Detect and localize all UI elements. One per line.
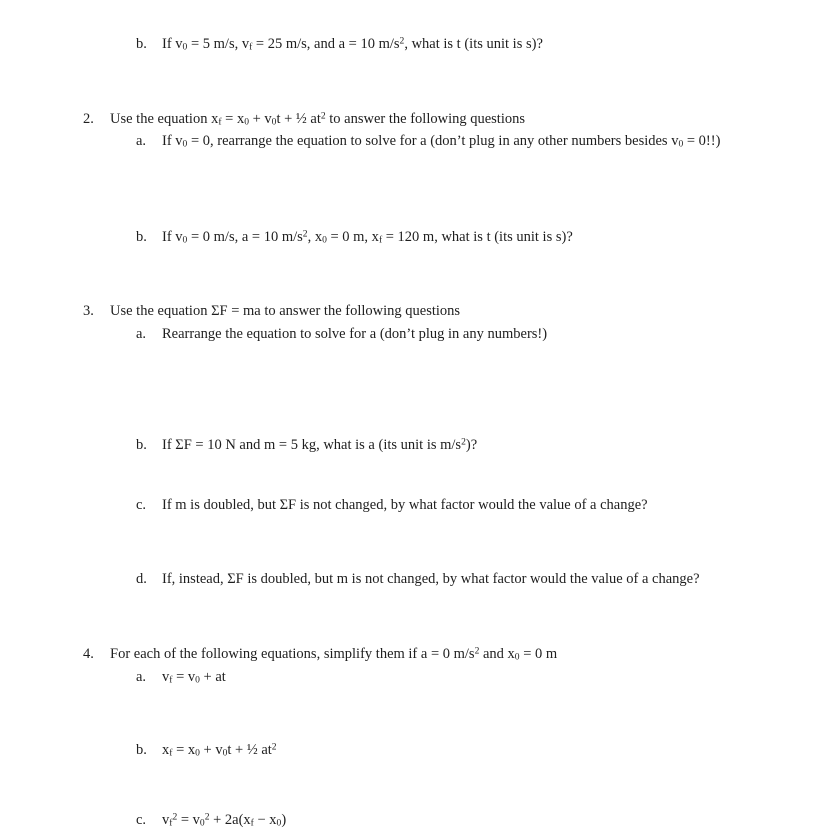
question-4a-label: a. — [136, 669, 147, 685]
question-2b-label: b. — [136, 229, 147, 245]
question-3a — [136, 326, 547, 343]
question-1b — [136, 36, 543, 53]
question-4b-text: $x_f = x_0 + v_0t$ + ½ $at^2$ — [162, 741, 277, 759]
question-3d-text: If, instead, ΣF is doubled, but m is not changed, by what factor would the value of a change? — [162, 571, 700, 587]
question-4c-label: c. — [136, 812, 147, 828]
question-4a — [136, 669, 226, 686]
question-2b — [136, 229, 573, 246]
question-4-label: 4. — [83, 646, 94, 662]
question-3d-label: d. — [136, 571, 147, 587]
question-3a-text: Rearrange the equation to solve for a (don’t plug in any numbers!) — [162, 326, 548, 342]
question-3d — [136, 571, 700, 588]
question-4 — [83, 646, 557, 663]
question-2a-text: If $v_0 = 0$, rearrange the equation to solve for a (don’t plug in any other numbers besides $v_0 = 0$!!) — [162, 133, 721, 150]
question-3b-label: b. — [136, 437, 147, 453]
question-3c-label: c. — [136, 497, 147, 513]
question-3 — [83, 303, 460, 320]
question-4a-text: $v_f = v_0$ + at — [162, 669, 226, 686]
question-1b-label: b. — [136, 36, 147, 52]
question-3b — [136, 437, 477, 454]
question-3a-label: a. — [136, 326, 147, 342]
question-3b-text: If ΣF = 10 N and m = 5 kg, what is a (its unit is $m/s^2$)? — [162, 436, 478, 453]
question-4c — [136, 812, 286, 828]
question-3-text: Use the equation ΣF = ma to answer the following questions — [110, 303, 461, 319]
question-2b-text: If $v_0 = 0$ m/s, a = 10 $m/s^2$, $x_0 = 0$ m, $x_f = 120$ m, what is t (its unit is s)? — [162, 228, 573, 246]
question-2a-label: a. — [136, 133, 147, 149]
question-3c — [136, 497, 648, 514]
question-2 — [83, 111, 525, 128]
question-3-label: 3. — [83, 303, 94, 319]
question-2-text: Use the equation $x_f = x_0 + v_0t$ + ½ $at^2$ to answer the following questions — [110, 110, 526, 128]
question-4b-label: b. — [136, 742, 147, 758]
question-2-label: 2. — [83, 111, 94, 127]
question-3c-text: If m is doubled, but ΣF is not changed, by what factor would the value of a change? — [162, 497, 648, 513]
question-4-text: For each of the following equations, simplify them if a = 0 $m/s^2$ and $x_0 = 0$ m — [110, 645, 558, 663]
question-4b — [136, 742, 277, 759]
question-2a — [136, 133, 720, 150]
question-4c-text: $v_f^2 = v_0^2 + 2a(x_f - x_0)$ — [162, 811, 287, 828]
question-1b-text: If $v_0 = 5$ m/s, $v_f = 25$ m/s, and a = 10 $m/s^2$, what is t (its unit is s)? — [162, 35, 543, 53]
